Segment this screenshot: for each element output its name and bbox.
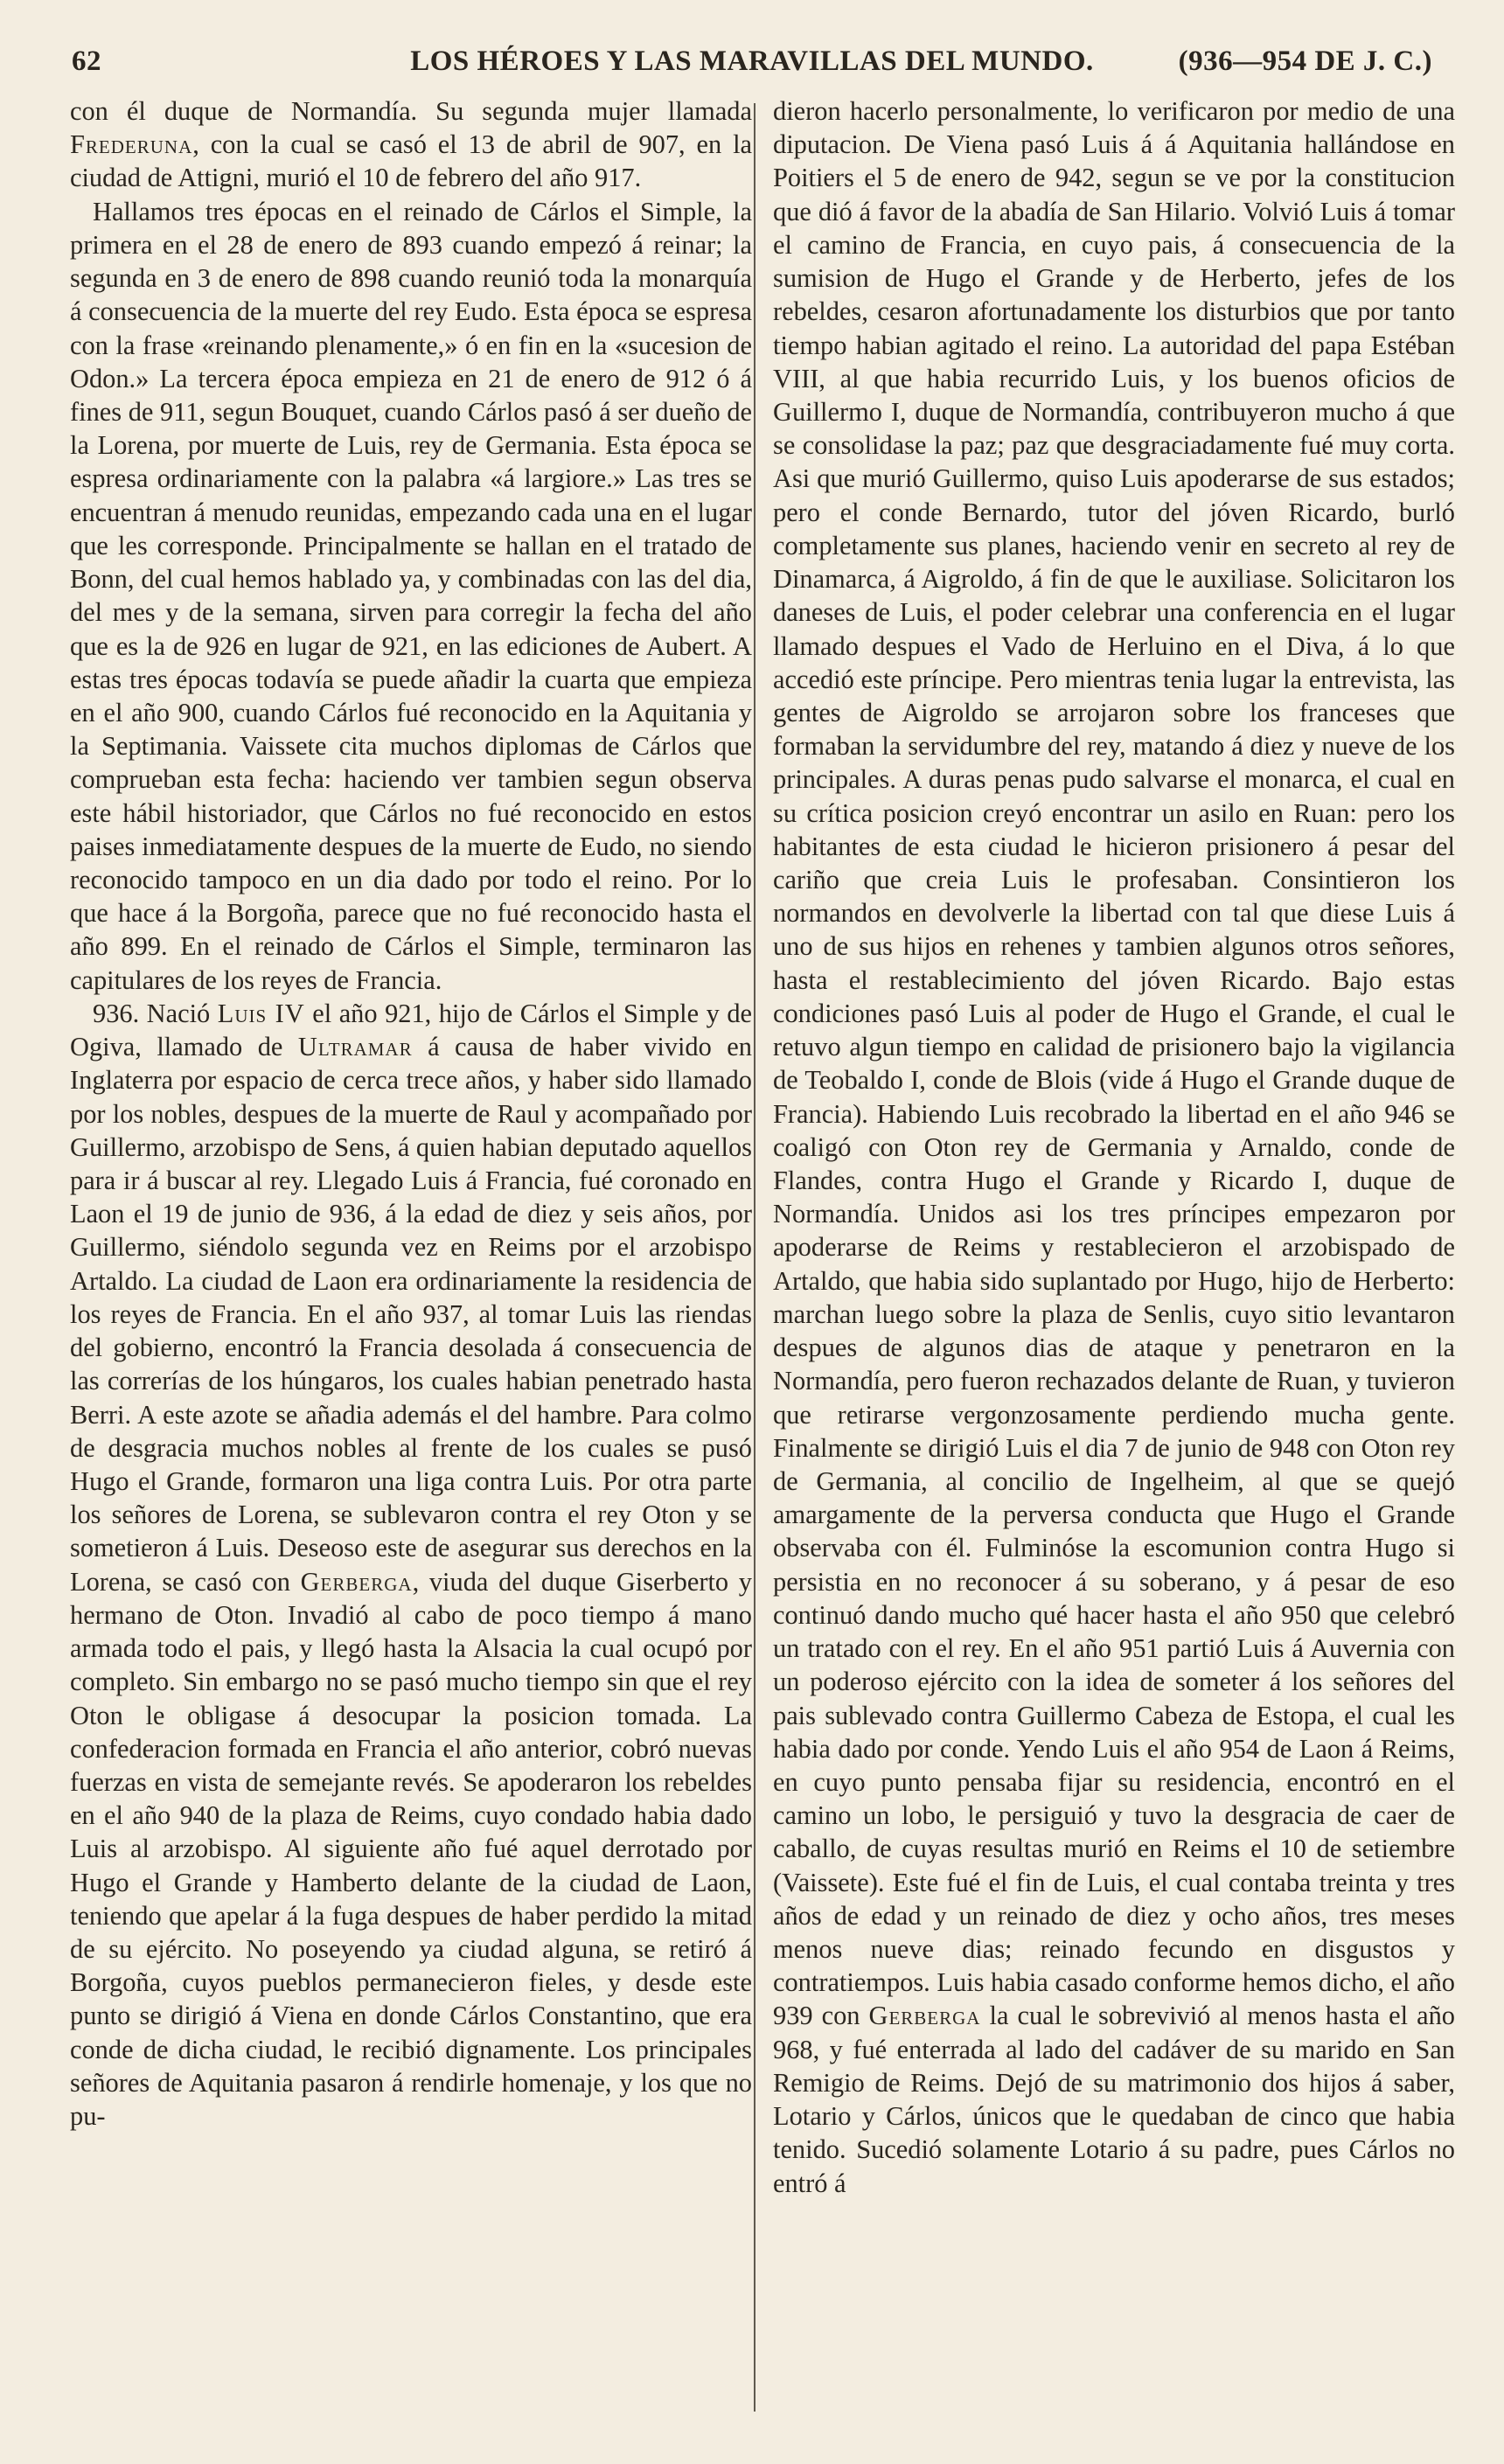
paragraph — [70, 997, 752, 2133]
text-run: la cual le sobrevivió al menos hasta el año 968, y fué enterrada al lado del cadáver de su marido en San Remigio de Reims. Dejó de su matrimonio dos hijos á saber, Lotario y Cárlos, únicos que le quedaban de cinco que habia tenido. Sucedió solamente Lotario á su padre, pues Cárlos no entró á — [773, 2001, 1455, 2198]
running-title: LOS HÉROES Y LAS MARAVILLAS DEL MUNDO. — [410, 45, 1094, 77]
paragraph: Hallamos tres épocas en el reinado de Cárlos el Simple, la primera en el 28 de enero de 893 cuando empezó á reinar; la segunda en 3 de enero de 898 cuando reunió toda la monarquía á consecuencia de la muerte del rey Eudo. Esta época se espresa con la frase «reinando plenamente,» ó en fin en la «sucesion de Odon.» La tercera época empieza en 21 de enero de 912 ó á fines de 911, segun Bouquet, cuando Cárlos pasó á ser dueño de la Lorena, por muerte de Luis, rey de Germania. Esta época se espresa ordinariamente con la palabra «á largiore.» Las tres se encuentran á menudo reunidas, empezando cada una en el lugar que les corresponde. Principalmente se hallan en el tratado de Bonn, del cual hemos hablado ya, y combinadas con las del dia, del mes y de la semana, sirven para corregir la fecha del año que es la de 926 en lugar de 921, en las ediciones de Aubert. A estas tres épocas todavía se puede añadir la cuarta que empieza en el año 900, cuando Cárlos fué reconocido en la Aquitania y la Septimania. Vaissete cita muchos diplomas de Cárlos que comprueban esta fecha: haciendo ver tambien segun observa este hábil historiador, que Cárlos no fué reconocido en estos paises inmediatamente despues de la muerte de Eudo, no siendo reconocido tampoco en un dia dado por todo el reino. Por lo que hace á la Borgoña, parece que no fué reconocido hasta el año 899. En el reinado de Cárlos el Simple, terminaron las capitulares de los reyes de Francia. — [70, 196, 752, 995]
right-column — [773, 94, 1455, 2438]
text-run: , viuda del duque Giserberto y hermano de Oton. Invadió al cabo de poco tiempo á mano armada todo el pais, y llegó hasta la Alsacia la cual ocupó por completo. Sin embargo no se pasó mucho tiempo sin que el rey Oton le obligase á desocupar la posicion tomada. La confederacion formada en Francia el año anterior, cobró nuevas fuerzas en vista de semejante revés. Se apoderaron los rebeldes en el año 940 de la plaza de Reims, cuyo condado habia dado Luis al arzobispo. Al siguiente año fué aquel derrotado por Hugo el Grande y Hamberto delante de la ciudad de Laon, teniendo que apelar á la fuga despues de haber perdido la mitad de su ejército. No poseyendo ya ciudad alguna, se retiró á Borgoña, cuyos pueblos permanecieron fieles, y desde este punto se dirigió á Viena en donde Cárlos Constantino, que era conde de dicha ciudad, le recibió dignamente. Los principales señores de Aquitania pasaron á rendirle homenaje, y los que no pu- — [70, 1566, 752, 2132]
proper-name: Ultramar — [297, 1032, 413, 1062]
proper-name: Gerberga — [868, 2001, 981, 2031]
text-run: á causa de haber vivido en Inglaterra por espacio de cerca trece años, y haber sido llamado por los nobles, despues de la muerte de Raul y acompañado por Guillermo, arzobispo de Sens, á quien habian deputado aquellos para ir á buscar al rey. Llegado Luis á Francia, fué coronado en Laon el 19 de junio de 936, á la edad de diez y seis años, por Guillermo, siéndolo segunda vez en Reims por el arzobispo Artaldo. La ciudad de Laon era ordinariamente la residencia de los reyes de Francia. En el año 937, al tomar Luis las riendas del gobierno, encontró la Francia desolada á consecuencia de las correrías de los húngaros, los cuales habian penetrado hasta Berri. A este azote se añadia además el del hambre. Para colmo de desgracia muchos nobles al frente de los cuales se pusó Hugo el Grande, formaron una liga contra Luis. Por otra parte los señores de Lorena, se sublevaron contra el rey Oton y se sometieron á Luis. Deseoso este de asegurar sus derechos en la Lorena, se casó con — [70, 1032, 752, 1597]
column-divider — [754, 103, 755, 2412]
text-run: con él duque de Normandía. Su segunda mujer llamada — [70, 96, 752, 126]
date-range: (936—954 DE J. C.) — [1178, 45, 1432, 77]
page-number: 62 — [72, 45, 101, 77]
proper-name: Frederuna — [70, 129, 193, 160]
paragraph — [70, 94, 752, 195]
text-run: dieron hacerlo personalmente, lo verificaron por medio de una diputacion. De Viena pasó Luis á á Aquitania hallándose en Poitiers el 5 de enero de 942, segun se ve por la constitucion que dió á favor de la abadía de San Hilario. Volvió Luis á tomar el camino de Francia, en cuyo pais, á consecuencia de la sumision de Hugo el Grande y de Herberto, jefes de los rebeldes, cesaron afortunadamente los disturbios que por tanto tiempo habian agitado el reino. La autoridad del papa Estéban VIII, al que habia recurrido Luis, y los buenos oficios de Guillermo I, duque de Normandía, contribuyeron mucho á que se consolidase la paz; paz que desgraciadamente fué muy corta. Asi que murió Guillermo, quiso Luis apoderarse de sus estados; pero el conde Bernardo, tutor del jóven Ricardo, burló completamente sus planes, haciendo venir en secreto al rey de Dinamarca, á Aigroldo, á fin de que le auxiliase. Solicitaron los daneses de Luis, el poder celebrar una conferencia en el lugar llamado despues el Vado de Herluino en el Diva, á lo que accedió este príncipe. Pero mientras tenia lugar la entrevista, las gentes de Aigroldo se arrojaron sobre los franceses que formaban la servidumbre del rey, matando á diez y nueve de los principales. A duras penas pudo salvarse el monarca, el cual en su crítica posicion creyó encontrar un asilo en Ruan: pero los habitantes de esta ciudad le hicieron prisionero á pesar del cariño que creia Luis le profesaban. Consintieron los normandos en devolverle la libertad con tal que diese Luis á uno de sus hijos en rehenes y tambien algunos otros señores, hasta el restablecimiento del jóven Ricardo. Bajo estas condiciones pasó Luis al poder de Hugo el Grande, el cual le retuvo algun tiempo en calidad de prisionero bajo la vigilancia de Teobaldo I, conde de Blois (vide á Hugo el Grande duque de Francia). Habiendo Luis recobrado la libertad en el año 946 se coaligó con Oton rey de Germania y Arnaldo, conde de Flandes, contra Hugo el Grande y Ricardo I, duque de Normandía. Unidos asi los tres príncipes empezaron por apoderarse de Reims y restablecieron el arzobispado de Artaldo, que habia sido suplantado por Hugo, hijo de Herberto: marchan luego sobre la plaza de Senlis, cuyo sitio levantaron despues de algunos dias de ataque y penetraron en la Normandía, pero fueron rechazados delante de Ruan, y tuvieron que retirarse vergonzosamente perdiendo mucha gente. Finalmente se dirigió Luis el dia 7 de junio de 948 con Oton rey de Germania, al concilio de Ingelheim, al que se quejó amargamente de la perversa conducta que Hugo el Grande observaba con él. Fulminóse la escomunion contra Hugo si persistia en no reconocer á su soberano, y á pesar de eso continuó dando mucho qué hacer hasta el año 950 que celebró un tratado con el rey. En el año 951 partió Luis á Auvernia con un poderoso ejército con la idea de someter á los señores del pais sublevado contra Guillermo Cabeza de Estopa, el cual les habia dado por conde. Yendo Luis el año 954 de Laon á Reims, en cuyo punto pensaba fijar su residencia, encontró en el camino un lobo, le persiguió y tuvo la desgracia de caer de caballo, de cuyas resultas murió en Reims el 10 de setiembre (Vaissete). Este fué el fin de Luis, el cual contaba treinta y tres años de edad y un reinado de diez y ocho años, tres meses menos nueve dias; reinado fecundo en disgustos y contratiempos. Luis habia casado conforme hemos dicho, el año 939 con — [773, 96, 1455, 2031]
text-run: , con la cual se casó el 13 de abril de 907, en la ciudad de Attigni, murió el 10 de febrero del año 917. — [70, 129, 752, 193]
running-header — [72, 45, 1432, 89]
proper-name: Gerberga — [300, 1566, 413, 1597]
text-run: el año 921, hijo de Cárlos el Simple y de Ogiva, llamado de — [70, 998, 752, 1062]
text-run: 936. Nació — [93, 998, 218, 1028]
paragraph — [773, 94, 1455, 2200]
proper-name: Luis IV — [217, 998, 305, 1028]
left-column — [70, 94, 752, 2438]
